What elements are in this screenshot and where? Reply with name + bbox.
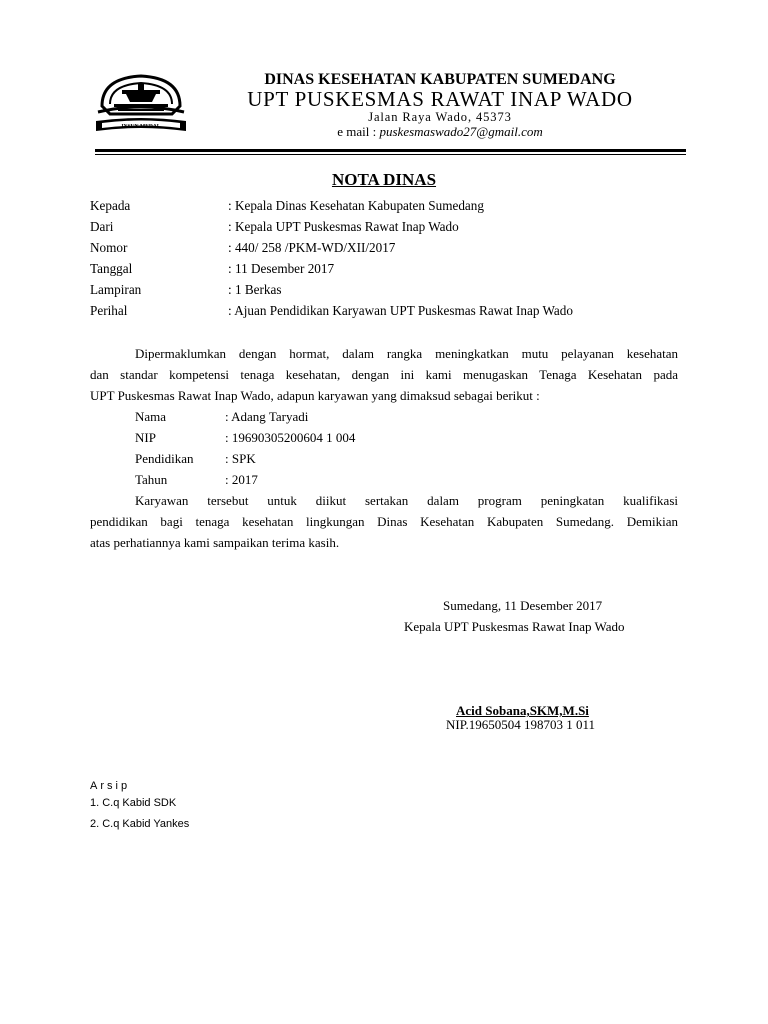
employee-value: : Adang Taryadi	[225, 409, 309, 424]
archive-item: 2. C.q Kabid Yankes	[90, 818, 190, 830]
meta-value: : Kepala UPT Puskesmas Rawat Inap Wado	[228, 219, 459, 234]
meta-value: : 11 Desember 2017	[228, 261, 335, 276]
employee-label: Nama	[135, 409, 167, 424]
meta-label: Dari	[90, 219, 114, 234]
body-para2-line2: pendidikan bagi tenaga kesehatan lingkungan Dinas Kesehatan Kabupaten Sumedang. Demikian	[90, 514, 678, 529]
body-para1-line3: UPT Puskesmas Rawat Inap Wado, adapun karyawan yang dimaksud sebagai berikut :	[90, 388, 540, 403]
email-address[interactable]: puskesmaswado27@gmail.com	[379, 124, 543, 139]
org-name-line2: UPT PUSKESMAS RAWAT INAP WADO	[247, 87, 633, 111]
employee-label: Tahun	[135, 472, 168, 487]
email-label: e mail :	[337, 124, 380, 139]
meta-value: : Kepala Dinas Kesehatan Kabupaten Sumedang	[228, 198, 484, 213]
org-name-line1: DINAS KESEHATAN KABUPATEN SUMEDANG	[264, 71, 616, 88]
meta-value: : Ajuan Pendidikan Karyawan UPT Puskesmas Rawat Inap Wado	[228, 303, 573, 318]
meta-label: Perihal	[90, 303, 128, 318]
body-para2-line1: Karyawan tersebut untuk diikut sertakan dalam program peningkatan kualifikasi	[135, 493, 678, 508]
archive-title: Arsip	[90, 780, 131, 792]
meta-value: : 440/ 258 /PKM-WD/XII/2017	[228, 240, 396, 255]
meta-label: Tanggal	[90, 261, 133, 276]
body-para2-line3: atas perhatiannya kami sampaikan terima kasih.	[90, 535, 340, 550]
signature-nip: NIP.19650504 198703 1 011	[446, 717, 596, 732]
org-email-line	[200, 124, 680, 140]
employee-value: : 2017	[225, 472, 258, 487]
signature-name: Acid Sobana,SKM,M.Si	[456, 703, 589, 718]
logo-motto: INSUN MEDAL	[121, 123, 161, 130]
header-rule-thin	[95, 154, 686, 155]
meta-label: Kepada	[90, 198, 131, 213]
employee-value: : SPK	[225, 451, 256, 466]
signature-place-date: Sumedang, 11 Desember 2017	[443, 598, 603, 613]
employee-label: Pendidikan	[135, 451, 194, 466]
body-para1-line2: dan standar kompetensi tenaga kesehatan, dengan ini kami menugaskan Tenaga Kesehatan pada	[90, 367, 678, 382]
meta-label: Lampiran	[90, 282, 142, 297]
body-para1-line1: Dipermaklumkan dengan hormat, dalam rangka meningkatkan mutu pelayanan kesehatan	[135, 346, 678, 361]
employee-value: : 19690305200604 1 004	[225, 430, 356, 445]
signature-position: Kepala UPT Puskesmas Rawat Inap Wado	[404, 619, 625, 634]
org-address: Jalan Raya Wado, 45373	[368, 110, 512, 124]
meta-label: Nomor	[90, 240, 128, 255]
employee-label: NIP	[135, 430, 156, 445]
sumedang-regency-emblem-icon	[92, 72, 190, 138]
header-rule-thick	[95, 149, 686, 152]
document-title: NOTA DINAS	[331, 170, 437, 189]
archive-item: 1. C.q Kabid SDK	[90, 797, 177, 809]
meta-value: : 1 Berkas	[228, 282, 282, 297]
